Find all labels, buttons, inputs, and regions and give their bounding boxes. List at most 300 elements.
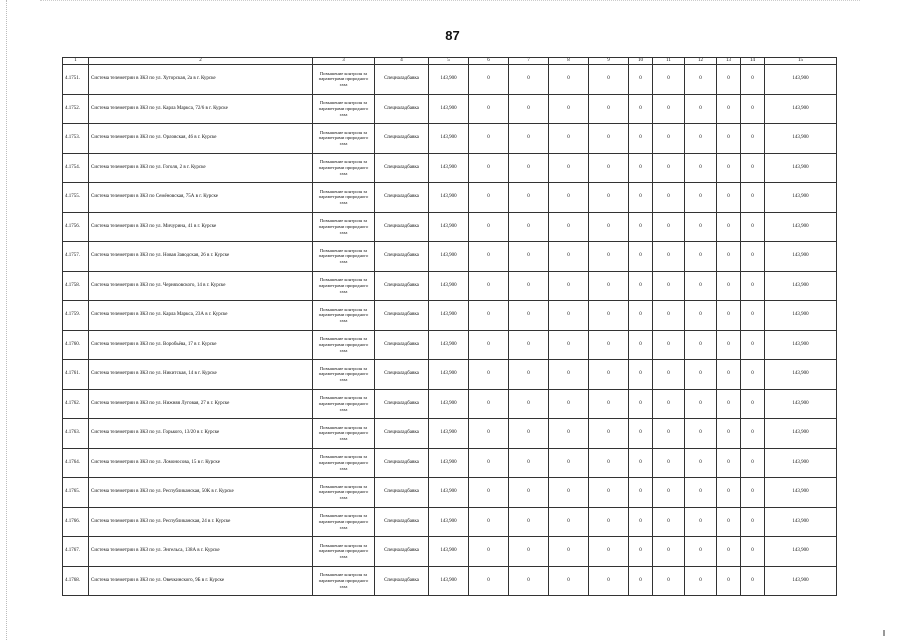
column-number-row [63,58,837,65]
value-col-14: 0 [741,330,765,360]
value-col-11: 0 [653,419,685,449]
object-name: Система телеметрии в ЗКЗ по ул. Республиканская, 24 в г. Курске [89,507,313,537]
value-col-7: 0 [509,419,549,449]
value-col-9: 0 [589,389,629,419]
purpose: Повышение контроля за параметрами природного газа [313,124,375,154]
value-col-8: 0 [549,389,589,419]
table-row [63,124,837,154]
value-col-14: 0 [741,153,765,183]
value-col-9: 0 [589,566,629,596]
value-col-13: 0 [717,360,741,390]
value-col-9: 0 [589,419,629,449]
object-name: Система телеметрии в ЗКЗ по ул. Горького, 13/20 в г. Курске [89,419,313,449]
column-number-1: 1 [63,58,89,65]
organization: Спецналадбавка [375,566,429,596]
value-col-6: 0 [469,212,509,242]
total-value: 143,900 [765,301,837,331]
value-col-5: 143,900 [429,212,469,242]
table-row [63,360,837,390]
value-col-8: 0 [549,183,589,213]
value-col-13: 0 [717,301,741,331]
value-col-6: 0 [469,360,509,390]
value-col-11: 0 [653,271,685,301]
value-col-14: 0 [741,301,765,331]
column-number-15: 15 [765,58,837,65]
purpose: Повышение контроля за параметрами природного газа [313,94,375,124]
row-code: 4.1755. [63,183,89,213]
value-col-12: 0 [685,478,717,508]
total-value: 143,900 [765,566,837,596]
total-value: 143,900 [765,242,837,272]
value-col-5: 143,900 [429,566,469,596]
value-col-14: 0 [741,448,765,478]
object-name: Система телеметрии в ЗКЗ по ул. Новая Заводская, 26 в г. Курске [89,242,313,272]
object-name: Система телеметрии в ЗКЗ по ул. Овечкинского, 9Б в г. Курске [89,566,313,596]
value-col-7: 0 [509,183,549,213]
value-col-5: 143,900 [429,242,469,272]
column-number-4: 4 [375,58,429,65]
row-code: 4.1763. [63,419,89,449]
purpose: Повышение контроля за параметрами природного газа [313,330,375,360]
value-col-12: 0 [685,183,717,213]
value-col-6: 0 [469,124,509,154]
table-row [63,212,837,242]
purpose: Повышение контроля за параметрами природного газа [313,212,375,242]
value-col-10: 0 [629,566,653,596]
object-name: Система телеметрии в ЗКЗ по ул. Нижняя Луговая, 27 в г. Курске [89,389,313,419]
value-col-8: 0 [549,478,589,508]
row-code: 4.1766. [63,507,89,537]
value-col-10: 0 [629,65,653,95]
total-value: 143,900 [765,389,837,419]
value-col-5: 143,900 [429,183,469,213]
value-col-7: 0 [509,124,549,154]
value-col-5: 143,900 [429,124,469,154]
organization: Спецналадбавка [375,212,429,242]
value-col-11: 0 [653,94,685,124]
value-col-7: 0 [509,271,549,301]
value-col-9: 0 [589,124,629,154]
scan-edge-left [0,0,7,640]
value-col-9: 0 [589,242,629,272]
column-number-10: 10 [629,58,653,65]
table-body [63,65,837,596]
value-col-14: 0 [741,478,765,508]
value-col-14: 0 [741,360,765,390]
row-code: 4.1760. [63,330,89,360]
value-col-10: 0 [629,478,653,508]
value-col-12: 0 [685,124,717,154]
value-col-10: 0 [629,242,653,272]
value-col-9: 0 [589,507,629,537]
value-col-14: 0 [741,537,765,567]
purpose: Повышение контроля за параметрами природного газа [313,242,375,272]
organization: Спецналадбавка [375,271,429,301]
value-col-9: 0 [589,271,629,301]
purpose: Повышение контроля за параметрами природного газа [313,507,375,537]
value-col-5: 143,900 [429,448,469,478]
column-number-5: 5 [429,58,469,65]
value-col-6: 0 [469,271,509,301]
value-col-11: 0 [653,507,685,537]
organization: Спецналадбавка [375,478,429,508]
value-col-5: 143,900 [429,360,469,390]
object-name: Система телеметрии в ЗКЗ по ул. Энгельса, 138А в г. Курске [89,537,313,567]
table-row [63,537,837,567]
row-code: 4.1751. [63,65,89,95]
purpose: Повышение контроля за параметрами природного газа [313,389,375,419]
total-value: 143,900 [765,124,837,154]
object-name: Система телеметрии в ЗКЗ по ул. Республиканская, 50К в г. Курске [89,478,313,508]
value-col-6: 0 [469,65,509,95]
purpose: Повышение контроля за параметрами природного газа [313,153,375,183]
value-col-13: 0 [717,271,741,301]
total-value: 143,900 [765,537,837,567]
total-value: 143,900 [765,271,837,301]
organization: Спецналадбавка [375,389,429,419]
value-col-6: 0 [469,419,509,449]
value-col-9: 0 [589,212,629,242]
total-value: 143,900 [765,478,837,508]
value-col-7: 0 [509,360,549,390]
row-code: 4.1761. [63,360,89,390]
value-col-7: 0 [509,153,549,183]
value-col-10: 0 [629,271,653,301]
row-code: 4.1758. [63,271,89,301]
object-name: Система телеметрии в ЗКЗ по ул. Черняховского, 14 в г. Курске [89,271,313,301]
table-row [63,478,837,508]
row-code: 4.1759. [63,301,89,331]
value-col-11: 0 [653,153,685,183]
value-col-6: 0 [469,389,509,419]
value-col-8: 0 [549,566,589,596]
column-number-14: 14 [741,58,765,65]
value-col-11: 0 [653,183,685,213]
total-value: 143,900 [765,153,837,183]
purpose: Повышение контроля за параметрами природного газа [313,448,375,478]
value-col-10: 0 [629,389,653,419]
value-col-12: 0 [685,271,717,301]
value-col-10: 0 [629,330,653,360]
object-name: Система телеметрии в ЗКЗ по ул. Гоголя, 2 в г. Курске [89,153,313,183]
value-col-11: 0 [653,242,685,272]
value-col-8: 0 [549,419,589,449]
value-col-8: 0 [549,153,589,183]
column-number-6: 6 [469,58,509,65]
value-col-10: 0 [629,507,653,537]
table-row [63,242,837,272]
column-number-12: 12 [685,58,717,65]
organization: Спецналадбавка [375,419,429,449]
value-col-7: 0 [509,212,549,242]
object-name: Система телеметрии в ЗКЗ по ул. Никитская, 14 в г. Курске [89,360,313,390]
value-col-11: 0 [653,360,685,390]
purpose: Повышение контроля за параметрами природного газа [313,566,375,596]
value-col-10: 0 [629,419,653,449]
value-col-12: 0 [685,94,717,124]
value-col-8: 0 [549,330,589,360]
row-code: 4.1767. [63,537,89,567]
purpose: Повышение контроля за параметрами природного газа [313,301,375,331]
row-code: 4.1752. [63,94,89,124]
purpose: Повышение контроля за параметрами природного газа [313,537,375,567]
value-col-14: 0 [741,94,765,124]
object-name: Система телеметрии в ЗКЗ по ул. Хуторская, 2а в г. Курске [89,65,313,95]
value-col-8: 0 [549,301,589,331]
value-col-12: 0 [685,448,717,478]
object-name: Система телеметрии в ЗКЗ по ул. Карла Маркса, 23А в г. Курске [89,301,313,331]
value-col-9: 0 [589,478,629,508]
object-name: Система телеметрии в ЗКЗ по ул. Мичурина, 41 в г. Курске [89,212,313,242]
purpose: Повышение контроля за параметрами природного газа [313,65,375,95]
object-name: Система телеметрии в ЗКЗ по ул. Ломоносова, 15 в г. Курске [89,448,313,478]
scan-mark-bottom [883,630,885,636]
value-col-11: 0 [653,478,685,508]
value-col-13: 0 [717,242,741,272]
value-col-7: 0 [509,65,549,95]
value-col-9: 0 [589,183,629,213]
value-col-13: 0 [717,65,741,95]
value-col-10: 0 [629,153,653,183]
value-col-10: 0 [629,537,653,567]
value-col-5: 143,900 [429,65,469,95]
row-code: 4.1764. [63,448,89,478]
total-value: 143,900 [765,360,837,390]
total-value: 143,900 [765,448,837,478]
value-col-10: 0 [629,124,653,154]
value-col-14: 0 [741,183,765,213]
value-col-12: 0 [685,212,717,242]
value-col-7: 0 [509,537,549,567]
object-name: Система телеметрии в ЗКЗ по ул. Карла Маркса, 72/6 в г. Курске [89,94,313,124]
purpose: Повышение контроля за параметрами природного газа [313,478,375,508]
value-col-8: 0 [549,65,589,95]
value-col-6: 0 [469,301,509,331]
value-col-6: 0 [469,153,509,183]
value-col-10: 0 [629,212,653,242]
value-col-7: 0 [509,301,549,331]
investment-table [62,57,837,596]
row-code: 4.1762. [63,389,89,419]
value-col-12: 0 [685,419,717,449]
table-row [63,389,837,419]
value-col-14: 0 [741,242,765,272]
value-col-8: 0 [549,271,589,301]
value-col-6: 0 [469,478,509,508]
value-col-10: 0 [629,448,653,478]
value-col-5: 143,900 [429,537,469,567]
object-name: Система телеметрии в ЗКЗ по ул. Воробьёва, 17 в г. Курске [89,330,313,360]
value-col-5: 143,900 [429,94,469,124]
value-col-11: 0 [653,330,685,360]
value-col-6: 0 [469,537,509,567]
column-number-7: 7 [509,58,549,65]
object-name: Система телеметрии в ЗКЗ по ул. Орловская, 46 в г. Курске [89,124,313,154]
organization: Спецналадбавка [375,242,429,272]
purpose: Повышение контроля за параметрами природного газа [313,360,375,390]
value-col-7: 0 [509,389,549,419]
value-col-13: 0 [717,389,741,419]
value-col-10: 0 [629,360,653,390]
total-value: 143,900 [765,507,837,537]
row-code: 4.1765. [63,478,89,508]
value-col-12: 0 [685,65,717,95]
purpose: Повышение контроля за параметрами природного газа [313,183,375,213]
value-col-9: 0 [589,360,629,390]
value-col-11: 0 [653,537,685,567]
value-col-13: 0 [717,212,741,242]
value-col-9: 0 [589,153,629,183]
value-col-14: 0 [741,566,765,596]
value-col-7: 0 [509,94,549,124]
value-col-6: 0 [469,330,509,360]
value-col-10: 0 [629,94,653,124]
value-col-13: 0 [717,153,741,183]
row-code: 4.1757. [63,242,89,272]
value-col-14: 0 [741,65,765,95]
value-col-12: 0 [685,242,717,272]
value-col-13: 0 [717,419,741,449]
page-number: 87 [445,28,460,43]
table-row [63,507,837,537]
value-col-11: 0 [653,389,685,419]
value-col-11: 0 [653,301,685,331]
value-col-5: 143,900 [429,301,469,331]
row-code: 4.1754. [63,153,89,183]
value-col-5: 143,900 [429,478,469,508]
value-col-11: 0 [653,65,685,95]
value-col-12: 0 [685,537,717,567]
value-col-8: 0 [549,212,589,242]
value-col-12: 0 [685,507,717,537]
organization: Спецналадбавка [375,360,429,390]
value-col-14: 0 [741,419,765,449]
table-row [63,183,837,213]
value-col-11: 0 [653,566,685,596]
table-row [63,153,837,183]
value-col-5: 143,900 [429,153,469,183]
value-col-7: 0 [509,478,549,508]
value-col-12: 0 [685,389,717,419]
value-col-12: 0 [685,153,717,183]
value-col-14: 0 [741,507,765,537]
value-col-9: 0 [589,330,629,360]
object-name: Система телеметрии в ЗКЗ по Семёновская, 75А в г. Курске [89,183,313,213]
value-col-10: 0 [629,183,653,213]
value-col-11: 0 [653,124,685,154]
column-number-11: 11 [653,58,685,65]
organization: Спецналадбавка [375,330,429,360]
value-col-13: 0 [717,448,741,478]
column-number-8: 8 [549,58,589,65]
table-row [63,65,837,95]
organization: Спецналадбавка [375,65,429,95]
value-col-13: 0 [717,330,741,360]
table-row [63,419,837,449]
value-col-7: 0 [509,242,549,272]
table-row [63,566,837,596]
table-row [63,448,837,478]
value-col-7: 0 [509,330,549,360]
column-number-3: 3 [313,58,375,65]
value-col-13: 0 [717,478,741,508]
value-col-9: 0 [589,448,629,478]
value-col-13: 0 [717,566,741,596]
value-col-9: 0 [589,65,629,95]
organization: Спецналадбавка [375,301,429,331]
value-col-13: 0 [717,124,741,154]
row-code: 4.1753. [63,124,89,154]
table-row [63,330,837,360]
total-value: 143,900 [765,183,837,213]
value-col-5: 143,900 [429,271,469,301]
row-code: 4.1768. [63,566,89,596]
table-row [63,271,837,301]
value-col-8: 0 [549,242,589,272]
table-row [63,301,837,331]
value-col-12: 0 [685,360,717,390]
value-col-7: 0 [509,448,549,478]
value-col-13: 0 [717,507,741,537]
value-col-6: 0 [469,566,509,596]
value-col-6: 0 [469,242,509,272]
value-col-14: 0 [741,271,765,301]
total-value: 143,900 [765,419,837,449]
value-col-13: 0 [717,94,741,124]
organization: Спецналадбавка [375,183,429,213]
value-col-14: 0 [741,389,765,419]
value-col-12: 0 [685,301,717,331]
value-col-8: 0 [549,124,589,154]
organization: Спецналадбавка [375,94,429,124]
value-col-9: 0 [589,301,629,331]
value-col-7: 0 [509,507,549,537]
organization: Спецналадбавка [375,507,429,537]
value-col-11: 0 [653,212,685,242]
column-number-13: 13 [717,58,741,65]
value-col-12: 0 [685,330,717,360]
value-col-8: 0 [549,448,589,478]
organization: Спецналадбавка [375,153,429,183]
table-row [63,94,837,124]
value-col-8: 0 [549,94,589,124]
total-value: 143,900 [765,212,837,242]
value-col-7: 0 [509,566,549,596]
value-col-6: 0 [469,507,509,537]
column-number-9: 9 [589,58,629,65]
row-code: 4.1756. [63,212,89,242]
purpose: Повышение контроля за параметрами природного газа [313,271,375,301]
investment-table-container [62,57,836,596]
value-col-5: 143,900 [429,419,469,449]
value-col-5: 143,900 [429,330,469,360]
value-col-14: 0 [741,124,765,154]
value-col-11: 0 [653,448,685,478]
value-col-6: 0 [469,448,509,478]
total-value: 143,900 [765,330,837,360]
value-col-12: 0 [685,566,717,596]
scan-edge-top [40,0,860,3]
value-col-8: 0 [549,360,589,390]
value-col-8: 0 [549,537,589,567]
total-value: 143,900 [765,65,837,95]
organization: Спецналадбавка [375,537,429,567]
value-col-5: 143,900 [429,389,469,419]
total-value: 143,900 [765,94,837,124]
value-col-14: 0 [741,212,765,242]
purpose: Повышение контроля за параметрами природного газа [313,419,375,449]
value-col-6: 0 [469,94,509,124]
